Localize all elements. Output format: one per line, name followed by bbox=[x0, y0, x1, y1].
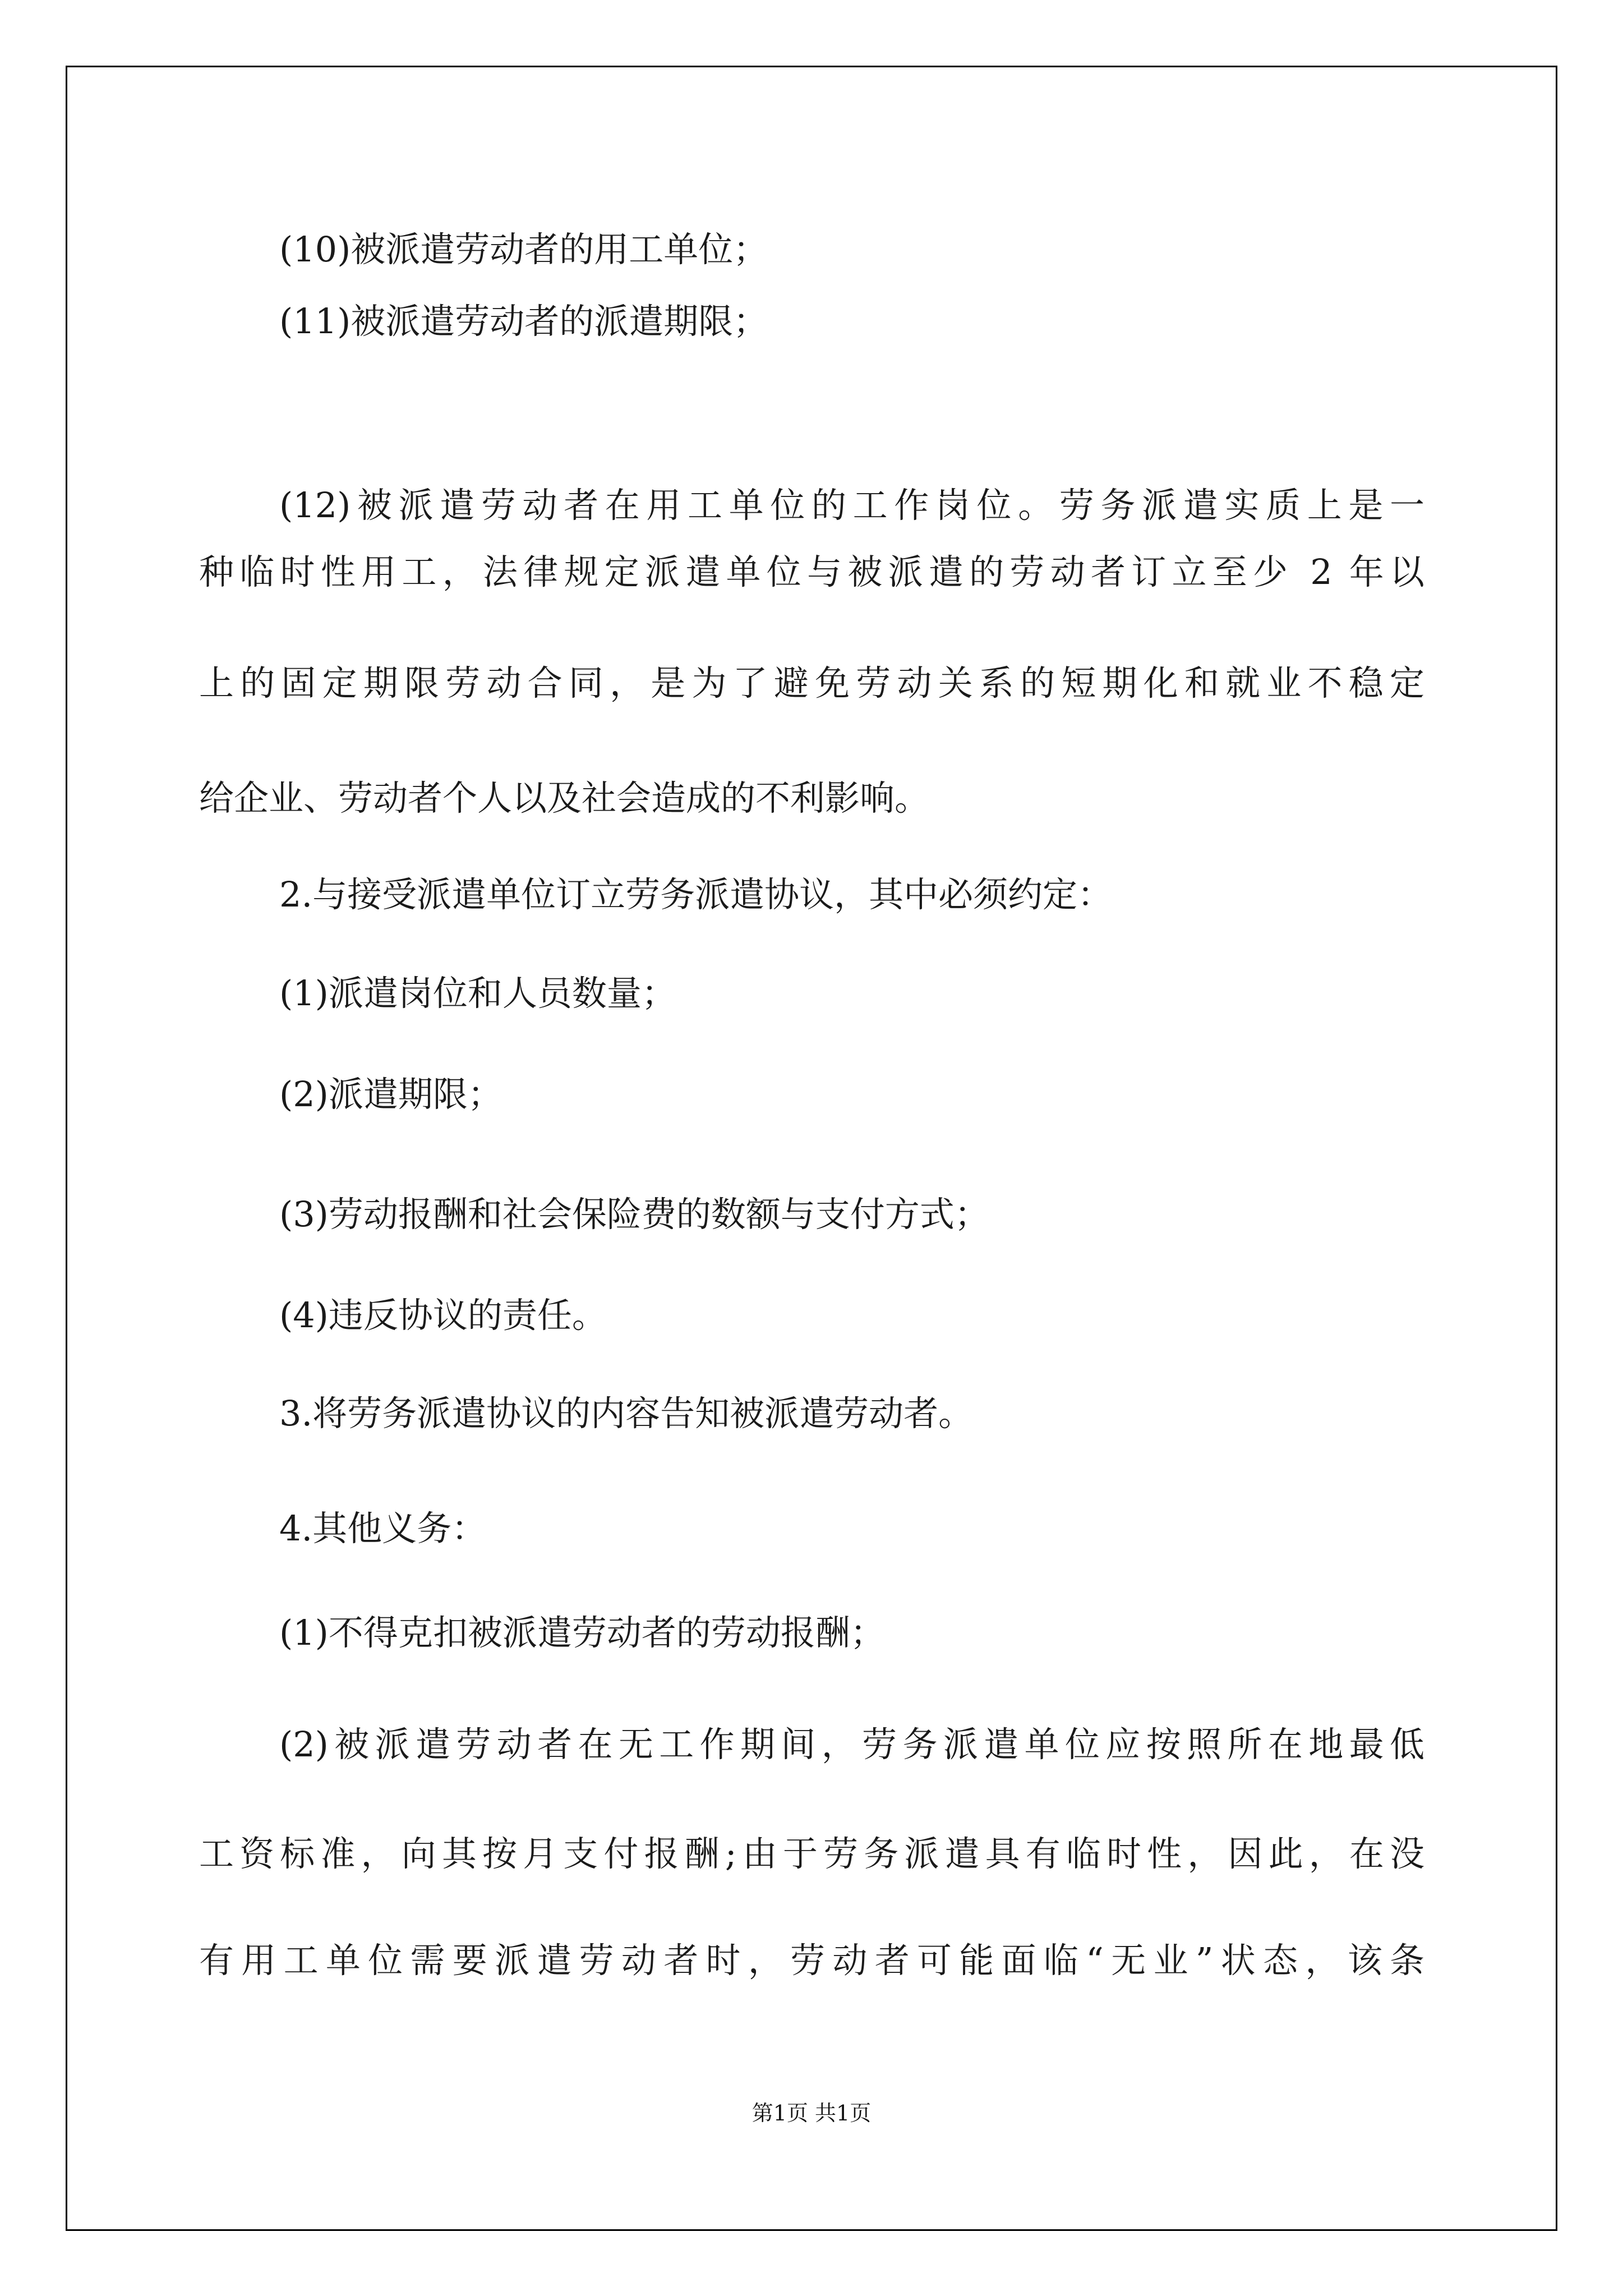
paragraph-line: 上的固定期限劳动合同，是为了避免劳动关系的短期化和就业不稳定 bbox=[199, 662, 1424, 703]
paragraph-line: 3.将劳务派遣协议的内容告知被派遣劳动者。 bbox=[279, 1393, 974, 1434]
paragraph-line: 工资标准，向其按月支付报酬;由于劳务派遣具有临时性，因此，在没 bbox=[199, 1833, 1424, 1874]
page-border bbox=[66, 66, 1557, 2231]
paragraph-line: (2)派遣期限； bbox=[279, 1074, 502, 1115]
page-number-footer: 第1页 共1页 bbox=[751, 2101, 872, 2125]
paragraph-line: (1)派遣岗位和人员数量； bbox=[279, 973, 676, 1014]
paragraph-line: 有用工单位需要派遣劳动者时，劳动者可能面临“无业”状态，该条 bbox=[199, 1940, 1424, 1981]
paragraph-line: (4)违反协议的责任。 bbox=[279, 1295, 607, 1336]
paragraph-line: (10)被派遣劳动者的用工单位； bbox=[279, 229, 768, 270]
paragraph-line: (1)不得克扣被派遣劳动者的劳动报酬； bbox=[279, 1612, 885, 1653]
paragraph-line: (2)被派遣劳动者在无工作期间，劳务派遣单位应按照所在地最低 bbox=[279, 1724, 1424, 1765]
paragraph-line: (3)劳动报酬和社会保险费的数额与支付方式； bbox=[279, 1194, 989, 1235]
paragraph-line: (11)被派遣劳动者的派遣期限； bbox=[279, 301, 768, 342]
paragraph-line: (12)被派遣劳动者在用工单位的工作岗位。劳务派遣实质上是一 bbox=[279, 485, 1424, 526]
paragraph-line: 给企业、劳动者个人以及社会造成的不利影响。 bbox=[199, 777, 930, 818]
paragraph-line: 4.其他义务： bbox=[279, 1508, 487, 1549]
paragraph-line: 种临时性用工，法律规定派遣单位与被派遣的劳动者订立至少 2 年以 bbox=[199, 551, 1424, 592]
paragraph-line: 2.与接受派遣单位订立劳务派遣协议，其中必须约定： bbox=[279, 874, 1113, 915]
